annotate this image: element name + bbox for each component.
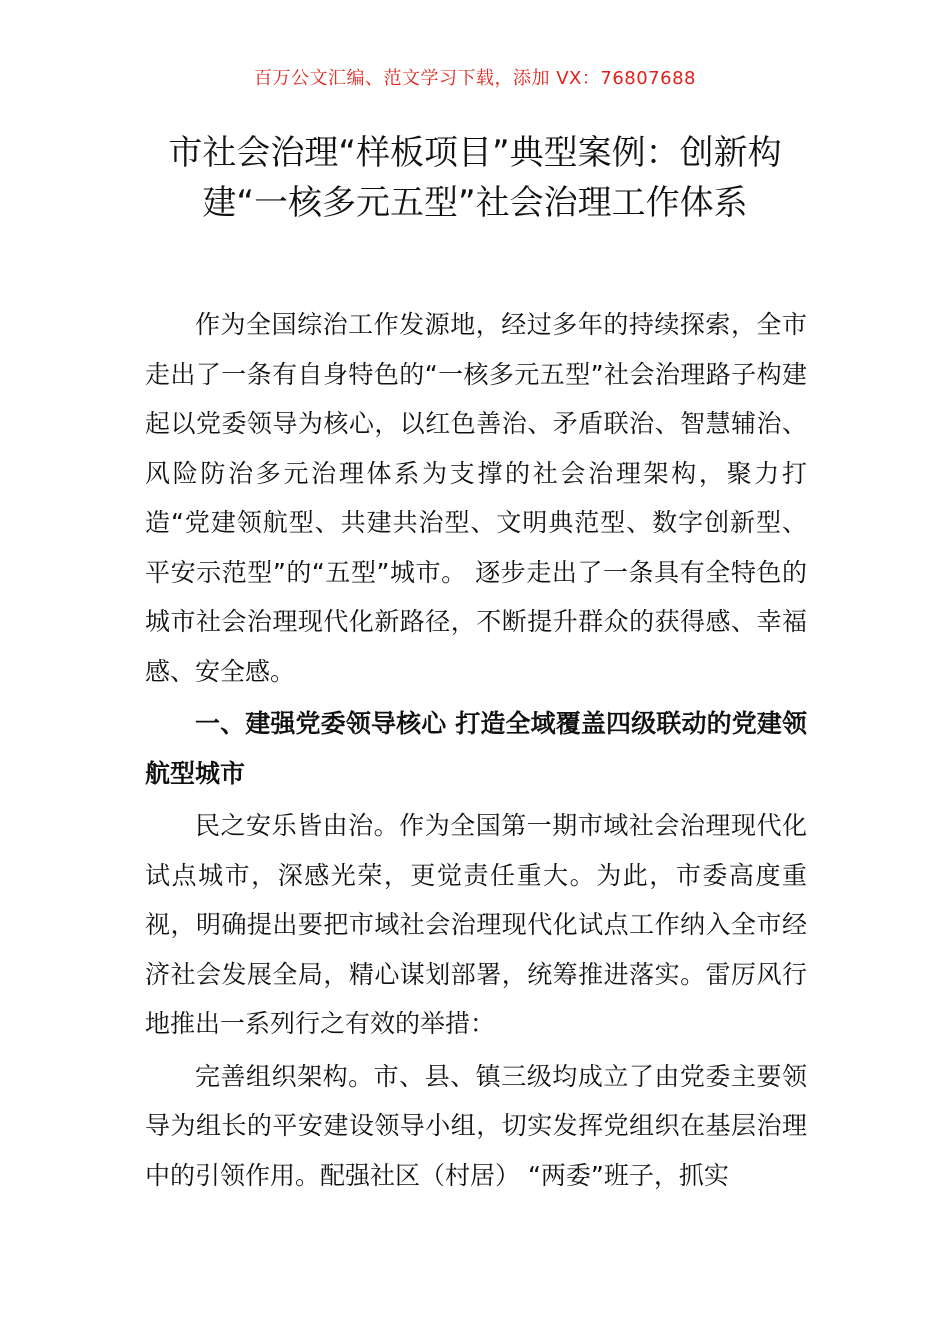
paragraph-section-1: 民之安乐皆由治。作为全国第一期市域社会治理现代化试点城市，深感光荣，更觉责任重大。为此，市委高度重视，明确提出要把市域社会治理现代化试点工作纳入全市经济社会发展全局，精心谋划部署，统筹推进落实。雷厉风行地推出一系列行之有效的举措：	[145, 811, 807, 1038]
section-heading-1: 一、建强党委领导核心 打造全域覆盖四级联动的党建领航型城市	[145, 709, 807, 788]
paragraph-organization: 完善组织架构。市、县、镇三级均成立了由党委主要领导为组长的平安建设领导小组，切实发挥党组织在基层治理中的引领作用。配强社区（村居） “两委”班子，抓实	[145, 1061, 807, 1190]
document-title: 市社会治理“样板项目”典型案例：创新构建“一核多元五型”社会治理工作体系	[168, 133, 782, 223]
header-note: 百万公文汇编、范文学习下载，添加 VX：76807688	[254, 68, 696, 89]
document-body	[145, 300, 807, 1200]
paragraph-intro: 作为全国综治工作发源地，经过多年的持续探索，全市走出了一条有自身特色的“一核多元五型”社会治理路子构建起以党委领导为核心，以红色善治、矛盾联治、智慧辅治、风险防治多元治理体系为支撑的社会治理架构，聚力打造“党建领航型、共建共治型、文明典范型、数字创新型、平安示范型”的“五型”城市。 逐步走出了一条具有全特色的城市社会治理现代化新路径，不断提升群众的获得感、幸福感、安全感。	[145, 310, 807, 686]
